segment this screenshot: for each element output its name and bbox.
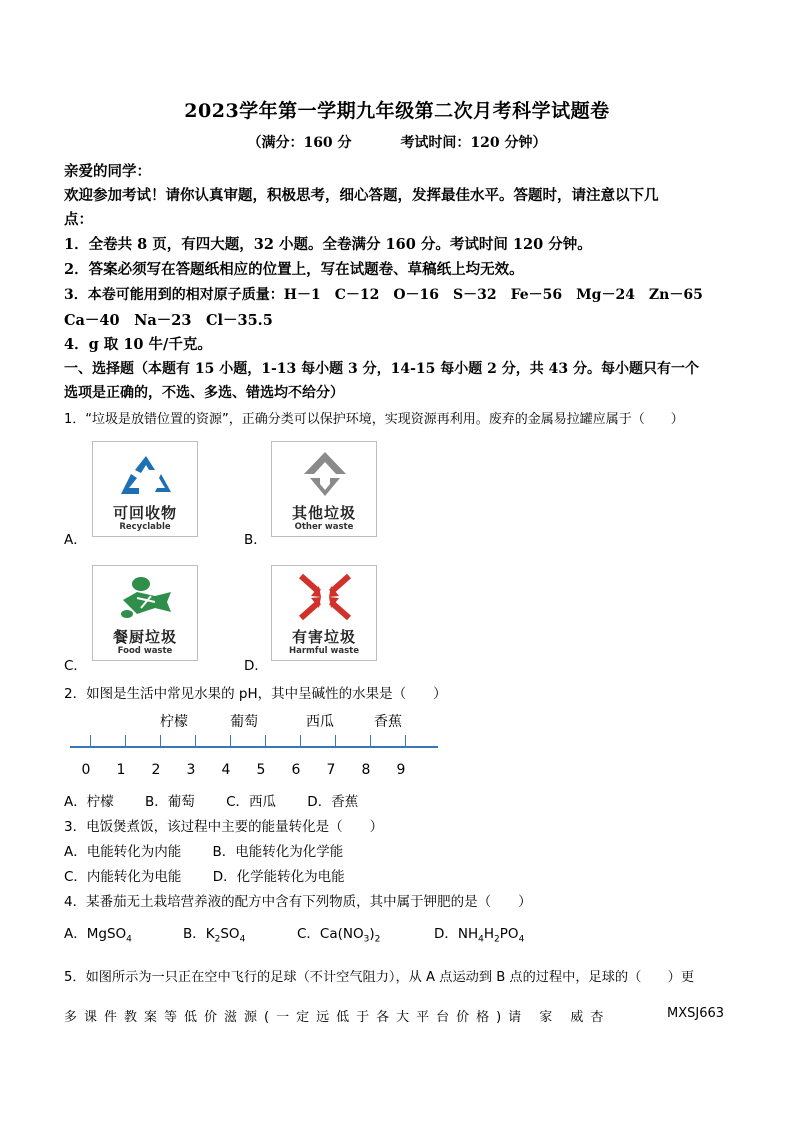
food-waste-sign <box>92 565 198 661</box>
ph-number: 4 <box>221 762 231 778</box>
exam-info <box>0 132 794 152</box>
food-waste-en: Food waste <box>117 646 173 656</box>
formula-part: SO <box>220 926 240 942</box>
formula-part: (NO <box>337 926 364 942</box>
subscript: 4 <box>518 934 525 945</box>
q4-option-c <box>297 922 380 945</box>
footer-advert: 多课件教案等低价滋源(一定远低于各大平台价格)请 家 威杏 <box>64 1010 611 1025</box>
q1-option-a-label: A． <box>64 532 87 548</box>
note-3-line-1: 3．本卷可能用到的相对原子质量：H－1 C－12 O－16 S－32 Fe－56 Mg－24 Zn－65 <box>64 287 703 303</box>
harmful-waste-sign <box>271 565 377 661</box>
recycle-icon <box>111 450 181 500</box>
harmful-cross-icon <box>297 572 353 622</box>
q4-option-b <box>183 922 245 945</box>
ph-number: 2 <box>151 762 161 778</box>
q2-stem: 2．如图是生活中常见水果的 pH，其中呈碱性的水果是（ ） <box>64 686 447 702</box>
q4-option-a <box>64 922 132 945</box>
fish-bone-icon <box>115 574 177 622</box>
other-waste-sign <box>271 441 377 537</box>
recyclable-en: Recyclable <box>119 522 171 532</box>
harmful-waste-cn: 有害垃圾 <box>291 628 356 646</box>
ph-tick <box>265 735 266 747</box>
footer-code: MXSJ663 <box>667 1006 725 1021</box>
q1-option-d-label: D． <box>244 658 268 674</box>
intro-line-1: 欢迎参加考试！请你认真审题，积极思考，细心答题，发挥最佳水平。答题时，请注意以下几 <box>64 187 659 204</box>
q4-stem: 4．某番茄无土栽培营养液的配方中含有下列物质，其中属于钾肥的是（ ） <box>64 894 532 910</box>
recyclable-sign <box>92 441 198 537</box>
ph-number: 6 <box>291 762 301 778</box>
subscript: 4 <box>478 934 484 945</box>
q4-option-a-text: A．MgSO <box>64 926 127 942</box>
q4-option-d-text: D．NH <box>434 926 479 942</box>
ph-tick <box>195 735 196 747</box>
note-2: 2．答案必须写在答题纸相应的位置上，写在试题卷、草稿纸上均无效。 <box>64 261 524 278</box>
q1-stem: 1．“垃圾是放错位置的资源”，正确分类可以保护环境，实现资源再利用。废弃的金属易拉罐应属于（ ） <box>64 412 684 427</box>
ph-number: 7 <box>326 762 336 778</box>
ph-number: 9 <box>396 762 406 778</box>
food-waste-cn: 餐厨垃圾 <box>112 628 177 646</box>
subscript: 2 <box>494 934 500 945</box>
page-title: 2023学年第一学期九年级第二次月考科学试题卷 <box>184 100 610 122</box>
other-waste-cn: 其他垃圾 <box>291 504 356 522</box>
recyclable-cn: 可回收物 <box>112 504 177 522</box>
ph-tick <box>160 735 161 747</box>
greeting: 亲爱的同学： <box>64 163 151 180</box>
ph-tick <box>405 735 406 747</box>
ph-tick <box>90 735 91 747</box>
q1-option-b-label: B． <box>244 532 267 548</box>
formula-part: H <box>483 926 495 942</box>
subscript: 4 <box>239 934 246 945</box>
other-waste-icon <box>296 448 354 498</box>
section-1-instructions: 选项是正确的，不选、多选、错选均不给分） <box>64 385 344 401</box>
ph-tick <box>370 735 371 747</box>
exam-time: 考试时间：120 分钟） <box>400 135 547 151</box>
ph-number: 1 <box>116 762 126 778</box>
formula-part: PO <box>499 926 519 942</box>
formula-part: ) <box>369 926 375 942</box>
subscript: 4 <box>126 934 132 945</box>
harmful-waste-en: Harmful waste <box>289 646 359 656</box>
q4-option-c-text: C．Ca <box>297 926 338 942</box>
intro-line-2: 点： <box>64 211 93 228</box>
subscript: 3 <box>363 934 370 945</box>
other-waste-en: Other waste <box>294 522 354 532</box>
q3-stem: 3．电饭煲煮饭，该过程中主要的能量转化是（ ） <box>64 819 384 835</box>
note-1: 1．全卷共 8 页，有四大题，32 小题。全卷满分 160 分。考试时间 120 分钟。 <box>64 236 592 253</box>
ph-number: 0 <box>81 762 91 778</box>
fruit-label-watermelon: 西瓜 <box>306 714 334 730</box>
full-score: （满分：160 分 <box>247 135 352 151</box>
q5-stem: 5．如图所示为一只正在空中飞行的足球（不计空气阻力），从 A 点运动到 B 点的过程中，足球的（ ）更 <box>64 970 695 985</box>
fruit-label-grape: 葡萄 <box>230 714 258 730</box>
subscript: 2 <box>214 934 221 945</box>
fruit-label-lemon: 柠檬 <box>160 714 188 730</box>
ph-tick <box>125 735 126 747</box>
section-1-heading: 一、选择题（本题有 15 小题，1-13 每小题 3 分，14-15 每小题 2 分，共 43 分。每小题只有一个 <box>64 361 699 377</box>
ph-number: 3 <box>186 762 196 778</box>
subscript: 2 <box>374 934 381 945</box>
fruit-label-banana: 香蕉 <box>374 714 402 730</box>
q3-options-row-1: A．电能转化为内能 B．电能转化为化学能 <box>64 844 344 860</box>
ph-number: 5 <box>256 762 266 778</box>
q2-options: A．柠檬 B．葡萄 C．西瓜 D．香蕉 <box>64 794 359 810</box>
ph-tick <box>230 735 231 747</box>
ph-tick <box>335 735 336 747</box>
note-3-line-2: Ca－40 Na－23 Cl－35.5 <box>64 312 273 329</box>
note-4: 4．g 取 10 牛/千克。 <box>64 336 212 353</box>
q4-option-b-text: B．K <box>183 926 215 942</box>
q1-option-c-label: C． <box>64 658 87 674</box>
ph-tick <box>300 735 301 747</box>
ph-number: 8 <box>361 762 371 778</box>
q4-option-d <box>434 922 524 945</box>
q3-options-row-2: C．内能转化为电能 D．化学能转化为电能 <box>64 869 345 885</box>
